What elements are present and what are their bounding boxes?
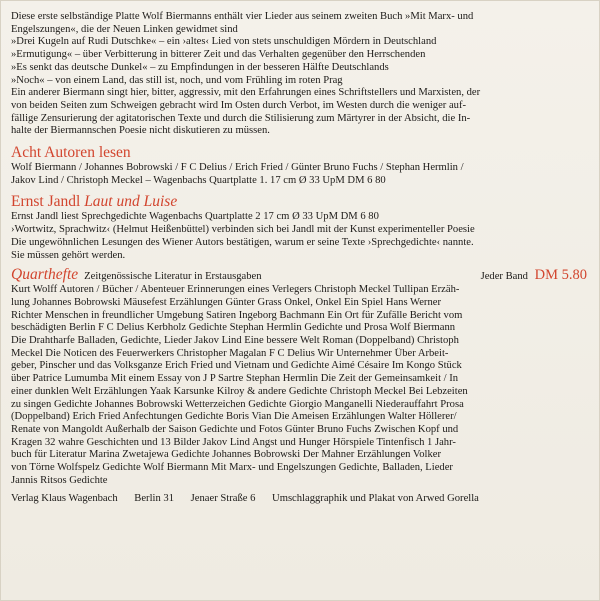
catalogue-line: buch für Literatur Marina Zwetajewa Gedichte Johannes Bobrowski Der Mahner Erzählungen Volker	[11, 449, 441, 461]
jandl-heading	[11, 193, 587, 211]
jandl-line: Ernst Jandl liest Sprechgedichte Wagenbachs Quartplatte 2 17 cm Ø 33 UpM DM 6 80	[11, 211, 379, 223]
acht-line: Jakov Lind / Christoph Meckel – Wagenbachs Quartplatte 1. 17 cm Ø 33 UpM DM 6 80	[11, 174, 386, 186]
price-label: Jeder Band	[480, 271, 528, 283]
catalogue-line: zu singen Gedichte Johannes Bobrowski Wetterzeichen Gedichte Giorgio Manganelli Niederauffahrt Prosa	[11, 398, 464, 410]
catalogue-line: geber, Pinscher und das Volksganze Erich Fried und Vietnam und Gedichte Aimé Césaire Im Kongo Stück	[11, 360, 462, 372]
jandl-name: Ernst Jandl	[11, 193, 81, 211]
acht-autoren-text	[11, 162, 587, 187]
catalogue-line: Jannis Ritsos Gedichte	[11, 474, 108, 486]
publisher-city: Berlin 31	[134, 492, 175, 504]
intro-line: fällige Zensurierung der agitatorischen Texte und durch die Stilisierung zum Märtyrer in der Absicht, die In-	[11, 112, 471, 124]
catalogue-line: über Patrice Lumumba Mit einem Essay von J P Sartre Stephan Hermlin Die Zeit der Gemeinsamkeit / In	[11, 373, 459, 385]
quarthefte-subtitle: Zeitgenössische Literatur in Erstausgaben	[84, 271, 262, 283]
intro-line: Diese erste selbständige Platte Wolf Biermanns enthält vier Lieder aus seinem zweiten Buch »Mit Marx- und	[11, 11, 474, 22]
jandl-title: Laut und Luise	[84, 193, 178, 211]
intro-text	[11, 11, 587, 138]
jandl-text	[11, 211, 587, 262]
catalogue-line: Richter Menschen in freundlicher Umgebung Satiren Ingeborg Bachmann Ein Ort für Zufälle Bericht vom	[11, 309, 463, 321]
catalogue-line: Meckel Die Noticen des Feuerwerkers Christopher Magalan F C Delius Wir Unternehmer Über Arbeit-	[11, 347, 449, 359]
intro-line: »Drei Kugeln auf Rudi Dutschke« – ein ›altes‹ Lied von stets unschuldigen Mördern in Deutschland	[11, 36, 437, 48]
intro-line: Engelszungen«, die der Neuen Linken gewidmet sind	[11, 23, 238, 35]
quarthefte-catalogue	[11, 284, 587, 487]
cover-credit: Umschlaggraphik und Plakat von Arwed Gorella	[272, 492, 479, 504]
jandl-line: Sie müssen gehört werden.	[11, 249, 126, 261]
intro-line: von beiden Seiten zum Schweigen gebracht wird Im Osten durch Verbot, im Westen durch die weniger auf-	[11, 99, 467, 111]
price-value: DM 5.80	[534, 267, 587, 284]
intro-line: »Ermutigung« – über Verbitterung in bitterer Zeit und das Verhalten gegenüber den Herrschenden	[11, 49, 426, 61]
intro-line: halte der Biermannschen Poesie nicht diskutieren zu müssen.	[11, 125, 270, 137]
publisher-street: Jenaer Straße 6	[190, 492, 256, 504]
acht-autoren-heading: Acht Autoren lesen	[11, 144, 131, 162]
catalogue-line: einer dunklen Welt Erzählungen Yaak Karsunke Kilroy & andere Gedichte Christoph Meckel Bei Lebzeiten	[11, 385, 468, 397]
catalogue-line: lung Johannes Bobrowski Mäusefest Erzählungen Günter Grass Onkel, Onkel Ein Spiel Hans Werner	[11, 296, 441, 308]
catalogue-line: Kurt Wolff Autoren / Bücher / Abenteuer Erinnerungen eines Verlegers Christoph Meckel Tullipan Erzäh-	[11, 284, 460, 296]
catalogue-line: Die Drahtharfe Balladen, Gedichte, Lieder Jakov Lind Eine bessere Welt Roman (Doppelband) Christoph	[11, 335, 459, 347]
quarthefte-header	[11, 266, 587, 284]
catalogue-line: beschädigten Berlin F C Delius Kerbholz Gedichte Stephan Hermlin Gedichte und Prosa Wolf Biermann	[11, 322, 456, 334]
catalogue-line: von Törne Wolfspelz Gedichte Wolf Biermann Mit Marx- und Engelszungen Gedichte, Balladen, Lieder	[11, 462, 453, 474]
acht-line: Wolf Biermann / Johannes Bobrowski / F C Delius / Erich Fried / Günter Bruno Fuchs / Stephan Hermlin /	[11, 162, 464, 174]
price-block	[481, 267, 587, 284]
catalogue-line: (Doppelband) Erich Fried Anfechtungen Gedichte Boris Vian Die Ameisen Erzählungen Walter Höllerer/	[11, 411, 457, 423]
quarthefte-title: Quarthefte	[11, 266, 79, 284]
intro-line: »Es senkt das deutsche Dunkel« – zu Empfindungen in der besseren Hälfte Deutschlands	[11, 61, 389, 73]
intro-line: »Noch« – von einem Land, das still ist, noch, und vom Frühling im roten Prag	[11, 74, 343, 86]
catalogue-line: Kragen 32 wahre Geschichten und 13 Bilder Jakov Lind Angst und Hunger Hörspiele Tintenfisch 1 Jahr-	[11, 436, 456, 448]
jandl-line: Die ungewöhnlichen Lesungen des Wiener Autors bestätigen, warum er seine Texte ›Sprechgedichte‹ nannte.	[11, 236, 474, 248]
publisher: Verlag Klaus Wagenbach	[11, 492, 118, 504]
intro-line: Ein anderer Biermann singt hier, bitter, aggressiv, mit den Erfahrungen eines Schriftstellers und Marxisten, der	[11, 87, 481, 99]
jandl-line: ›Wortwitz, Sprachwitz‹ (Helmut Heißenbüttel) verbinden sich bei Jandl mit der Kunst experimenteller Poesie	[11, 224, 475, 236]
catalogue-line: Renate von Mangoldt Außerhalb der Saison Gedichte und Fotos Günter Bruno Fuchs Zwischen Kopf und	[11, 423, 459, 435]
footer	[11, 492, 587, 505]
